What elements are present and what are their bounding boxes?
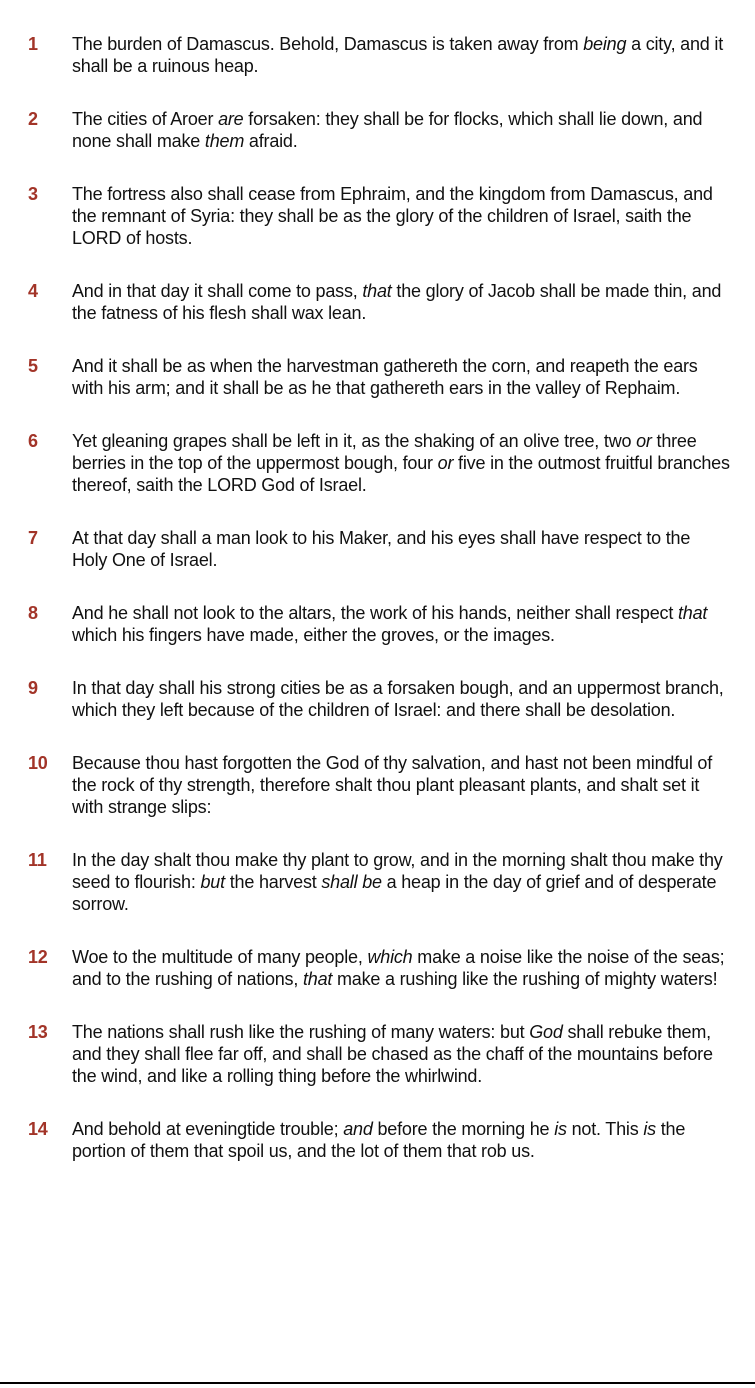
verse-text-italic-segment: is [643, 1119, 656, 1139]
verse-number: 12 [28, 947, 48, 967]
verse-text-italic-segment: are [218, 109, 244, 129]
verse-text-italic-segment: but [200, 872, 225, 892]
verse-text-segment: In that day shall his strong cities be as a forsaken bough, and an uppermost branch, which they left because of the children of Israel: and there shall be desolation. [72, 678, 724, 720]
verse-text-italic-segment: which [367, 947, 413, 967]
verse-text [72, 430, 730, 496]
verse-text-segment: In the day shalt thou make thy plant to grow, and in the morning shalt thou make thy seed to flourish: [72, 850, 723, 892]
verse-text-segment: Yet gleaning grapes shall be left in it, as the shaking of an olive tree, two [72, 431, 637, 451]
verse-number: 11 [28, 850, 47, 870]
verse-number: 13 [28, 1022, 48, 1042]
verse-number: 10 [28, 753, 48, 773]
verse-text-segment: the glory of Jacob shall be made thin, and the fatness of his flesh shall wax lean. [72, 281, 722, 323]
verse-row [28, 33, 737, 77]
bottom-divider [0, 1382, 755, 1384]
verse-row [28, 849, 737, 915]
verse-text [72, 1021, 730, 1087]
verse-text-segment: afraid. [244, 131, 298, 151]
verse-text-segment: And behold at eveningtide trouble; [72, 1119, 344, 1139]
verse-number: 5 [28, 356, 38, 376]
verse-text-segment: before the morning he [372, 1119, 555, 1139]
verse-text-segment: Because thou hast forgotten the God of thy salvation, and hast not been mindful of the rock of thy strength, therefore shalt thou plant pleasant plants, and shalt set it with strange slips: [72, 753, 713, 817]
verse-text [72, 280, 730, 324]
verse-row [28, 1021, 737, 1087]
verse-text-segment: not. This [566, 1119, 644, 1139]
verse-row [28, 752, 737, 818]
verse-row [28, 108, 737, 152]
verse-text-segment: make a rushing like the rushing of mighty waters! [332, 969, 718, 989]
verse-text-italic-segment: God [529, 1022, 563, 1042]
verse-text [72, 355, 730, 399]
verse-number: 9 [28, 678, 38, 698]
verse-text-italic-segment: or [636, 431, 652, 451]
verse-text-segment: And he shall not look to the altars, the work of his hands, neither shall respect [72, 603, 678, 623]
verse-text-segment: shall rebuke them, and they shall flee far off, and shall be chased as the chaff of the mountains before the wind, and like a rolling thing before the whirlwind. [72, 1022, 713, 1086]
verse-row [28, 602, 737, 646]
verse-list [28, 33, 737, 1193]
verse-text-segment: the harvest [224, 872, 322, 892]
verse-number: 2 [28, 109, 38, 129]
verse-text-segment: And in that day it shall come to pass, [72, 281, 363, 301]
verse-text-segment: The cities of Aroer [72, 109, 219, 129]
verse-text-segment: three berries in the top of the uppermost bough, four [72, 431, 697, 473]
verse-text-segment: a heap in the day of grief and of desperate sorrow. [72, 872, 717, 914]
verse-row [28, 677, 737, 721]
verse-text [72, 677, 730, 721]
verse-text-italic-segment: that [302, 969, 333, 989]
verse-text-italic-segment: them [204, 131, 245, 151]
verse-text [72, 108, 730, 152]
verse-text-segment: Woe to the multitude of many people, [72, 947, 368, 967]
verse-text-italic-segment: or [437, 453, 454, 473]
verse-text [72, 602, 730, 646]
verse-text [72, 849, 730, 915]
verse-number: 1 [28, 34, 38, 54]
verse-row [28, 1118, 737, 1162]
verse-text [72, 33, 730, 77]
verse-text [72, 752, 730, 818]
verse-text-segment: The fortress also shall cease from Ephraim, and the kingdom from Damascus, and the remnant of Syria: they shall be as the glory of the children of Israel, saith the LORD of hosts. [72, 184, 713, 248]
verse-row [28, 280, 737, 324]
verse-row [28, 355, 737, 399]
verse-text-segment: the portion of them that spoil us, and the lot of them that rob us. [72, 1119, 686, 1161]
verse-text [72, 946, 730, 990]
verse-number: 14 [28, 1119, 48, 1139]
verse-number: 6 [28, 431, 38, 451]
verse-text-segment: The burden of Damascus. Behold, Damascus is taken away from [72, 34, 584, 54]
verse-number: 8 [28, 603, 38, 623]
verse-number: 4 [28, 281, 38, 301]
verse-row [28, 946, 737, 990]
verse-text-segment: And it shall be as when the harvestman gathereth the corn, and reapeth the ears with his arm; and it shall be as he that gathereth ears in the valley of Rephaim. [72, 356, 698, 398]
verse-number: 3 [28, 184, 38, 204]
verse-text-italic-segment: being [583, 34, 627, 54]
verse-row [28, 183, 737, 249]
verse-number: 7 [28, 528, 38, 548]
verse-text-segment: make a noise like the noise of the seas; and to the rushing of nations, [72, 947, 725, 989]
verse-text-segment: At that day shall a man look to his Maker, and his eyes shall have respect to the Holy One of Israel. [72, 528, 691, 570]
verse-text-italic-segment: and [343, 1119, 373, 1139]
verse-text [72, 183, 730, 249]
verse-text-segment: five in the outmost fruitful branches thereof, saith the LORD God of Israel. [72, 453, 730, 495]
verse-row [28, 430, 737, 496]
verse-text-segment: The nations shall rush like the rushing of many waters: but [72, 1022, 530, 1042]
verse-text-italic-segment: is [554, 1119, 567, 1139]
verse-text-segment: a city, and it shall be a ruinous heap. [72, 34, 724, 76]
verse-text-italic-segment: shall be [321, 872, 382, 892]
verse-text-italic-segment: that [362, 281, 392, 301]
verse-text [72, 527, 730, 571]
verse-text-italic-segment: that [677, 603, 708, 623]
verse-text-segment: which his fingers have made, either the groves, or the images. [72, 625, 555, 645]
verse-row [28, 527, 737, 571]
verse-text [72, 1118, 730, 1162]
verse-text-segment: forsaken: they shall be for flocks, which shall lie down, and none shall make [72, 109, 703, 151]
